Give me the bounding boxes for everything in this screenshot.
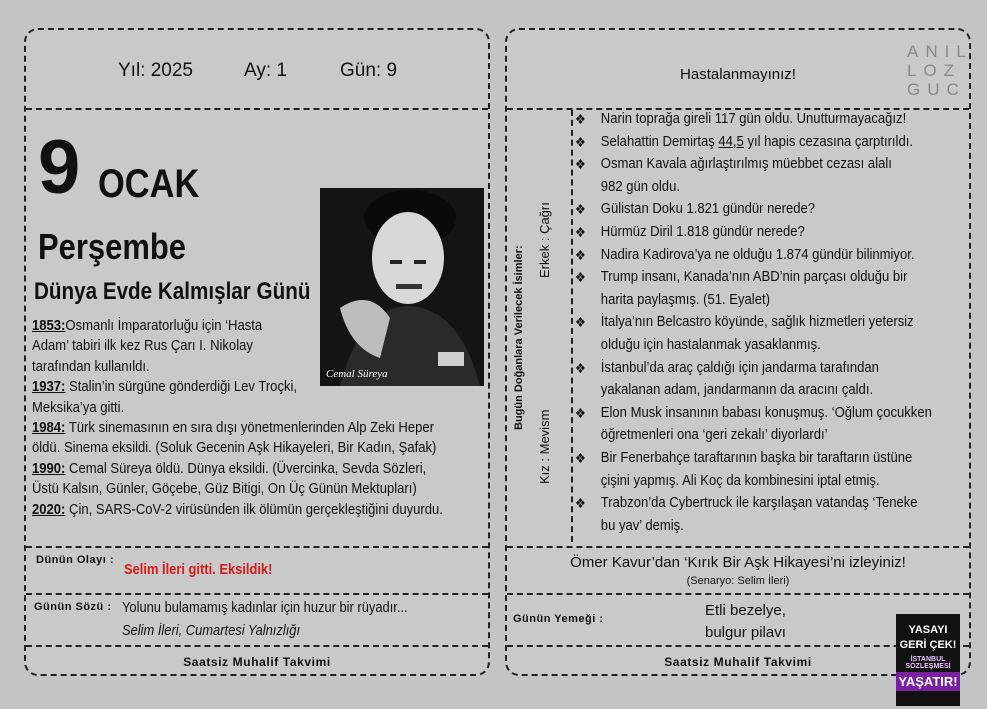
event-year: 1937: [32,378,66,396]
divider [26,645,488,647]
quote-label: Günün Sözü : [34,601,112,613]
event-year: 1984: [32,419,66,437]
news-text: İtalya’nın Belcastro köyünde, sağlık hizmetleri yetersiz [600,313,914,331]
news-text: öğretmenleri ona ‘geri zekalı’ diyorlardı’ [600,426,828,444]
event-text: tarafından kullanıldı. [32,357,150,375]
logo-line: ANIL [907,42,973,61]
news-text: harita paylaşmış. (51. Eyalet) [600,290,770,308]
event-text: Üstü Kalsın, Günler, Göçebe, Güz Bitigi, On Üç Günün Mektupları) [32,480,417,498]
star-bullet-icon: ❖ [575,495,586,512]
event-year: 1853: [32,317,66,334]
news-item [575,492,971,537]
footer-title: Saatsiz Muhalif Takvimi [183,655,331,669]
anil-loz-guc-logo [907,42,973,99]
divider [26,108,488,110]
left-calendar-page [24,28,490,676]
divider [507,546,969,548]
event-text: Cemal Süreya öldü. Dünya eksildi. (Üvercinka, Sevda Sözleri, [69,459,427,477]
news-text: bu yav’ demiş. [600,516,684,534]
divider [26,593,488,595]
weekday: Perşembe [38,226,187,267]
news-underlined-number: 44,5 [718,132,744,150]
event-1990 [32,459,496,479]
news-list [575,108,971,537]
news-item [575,402,971,447]
event-text: Adam’ tabiri ilk kez Rus Çarı I. Nikolay [32,337,253,355]
news-text: olduğu için hastalanmak yasaklanmış. [600,335,821,353]
meal-line-2: bulgur pilavı [705,624,786,641]
news-text: Trump insanı, Kanada’nın ABD’nin parçası olduğu bir [600,268,908,286]
event-text: Türk sinemasının en sıra dışı yönetmenlerinden Alp Zeki Heper [68,419,434,437]
news-text: 982 gün oldu. [600,177,680,195]
news-text: Bir Fenerbahçe taraftarının başka bir taraftarın üstüne [600,448,913,466]
logo-line: LOZ [907,61,962,80]
news-text: Narin toprağa gireli 117 gün oldu. Unutturmayacağız! [600,110,907,127]
news-item [575,153,971,198]
star-bullet-icon: ❖ [575,133,586,150]
news-text: yakalanan adam, jandarmanın da aracını çaldı. [600,381,874,399]
news-text: Trabzon’da Cybertruck ile karşılaşan vatandaş ‘Teneke [600,494,918,512]
news-item [575,357,971,402]
special-day-title: Dünya Evde Kalmışlar Günü [34,278,311,305]
news-text: İstanbul’da araç çaldığı için jandarma tarafından [600,358,879,376]
event-text: Meksika’ya gitti. [32,398,125,416]
news-item [575,108,971,131]
day-number: 9 [38,125,81,210]
news-text: yıl hapis cezasına çarptırıldı. [743,132,913,150]
film-recommendation: Ömer Kavur’dan ‘Kırık Bir Aşk Hikayesi’ni izleyiniz! [570,554,906,571]
month-name: OCAK [98,162,200,206]
news-item [575,447,971,492]
news-text: Elon Musk insanının babası konuşmuş. ‘Oğlum çocukken [600,403,932,421]
year-label: Yıl: 2025 [118,60,193,81]
news-text: Selahattin Demirtaş [600,132,719,150]
meal-label: Günün Yemeği : [513,613,604,625]
right-calendar-page [505,28,971,676]
star-bullet-icon: ❖ [575,404,586,421]
quote-text: Yolunu bulamamış kadınlar için huzur bir rüyadır... [122,599,408,616]
badge-line-4: YAŞATIR! [896,672,960,691]
istanbul-convention-badge [896,614,960,706]
star-bullet-icon: ❖ [575,156,586,173]
header-note: Hastalanmayınız! [680,66,796,83]
event-1937 [32,377,496,397]
female-name: Kız : Mevism [537,409,552,484]
news-item [575,221,971,244]
footer-title: Saatsiz Muhalif Takvimi [664,655,812,669]
event-2020 [32,500,496,520]
names-title: Bugün Doğanlara Verilecek İsimler: [513,245,525,430]
event-year: 2020: [32,500,66,518]
event-1853 [32,316,496,336]
news-item [575,131,971,154]
star-bullet-icon: ❖ [575,246,586,263]
month-label: Ay: 1 [244,60,287,81]
logo-line: GUC [907,80,966,99]
news-item [575,198,971,221]
divider [571,110,573,542]
divider [507,593,969,595]
star-bullet-icon: ❖ [575,359,586,376]
star-bullet-icon: ❖ [575,223,586,240]
news-item [575,244,971,267]
badge-line-3: İSTANBUL SÖZLEŞMESİ [905,656,951,670]
badge-line-2: GERİ ÇEK! [899,639,957,651]
historical-events [32,316,496,520]
badge-line-1: YASAYI [908,624,948,636]
news-item [575,266,971,311]
news-text: çişini yapmış. Ali Koç da kombinesini iptal etmiş. [600,471,880,489]
event-1984 [32,418,496,438]
star-bullet-icon: ❖ [575,111,586,127]
meal-line-1: Etli bezelye, [705,602,786,619]
event-year: 1990: [32,459,66,477]
event-of-day-label: Dünün Olayı : [36,554,114,566]
event-text: Stalin’in sürgüne gönderdiği Lev Troçki, [69,378,298,396]
news-text: Gülistan Doku 1.821 gündür nerede? [600,200,816,218]
event-text: Osmanlı İmparatorluğu için ‘Hasta [65,317,263,334]
star-bullet-icon: ❖ [575,314,586,331]
photo-caption: Cemal Süreya [326,368,388,380]
news-item [575,311,971,356]
news-text: Hürmüz Diril 1.818 gündür nerede? [600,222,805,240]
event-text: Çin, SARS-CoV-2 virüsünden ilk ölümün gerçekleştiğini duyurdu. [69,500,443,518]
film-screenplay-note: (Senaryo: Selim İleri) [686,575,790,587]
divider [26,546,488,548]
star-bullet-icon: ❖ [575,201,586,218]
male-name: Erkek : Çağrı [537,202,552,278]
news-text: Osman Kavala ağırlaştırılmış müebbet cezası alalı [600,155,892,173]
quote-author: Selim İleri, Cumartesi Yalnızlığı [122,622,301,639]
event-text: öldü. Sinema eksildi. (Soluk Gecenin Aşk Hikayeleri, Bir Kadın, Şafak) [32,439,437,457]
star-bullet-icon: ❖ [575,449,586,466]
star-bullet-icon: ❖ [575,269,586,286]
news-text: Nadira Kadirova’ya ne olduğu 1.874 gündür bilinmiyor. [600,245,915,263]
day-label: Gün: 9 [340,60,398,81]
event-of-day-text: Selim İleri gitti. Eksildik! [124,561,273,578]
